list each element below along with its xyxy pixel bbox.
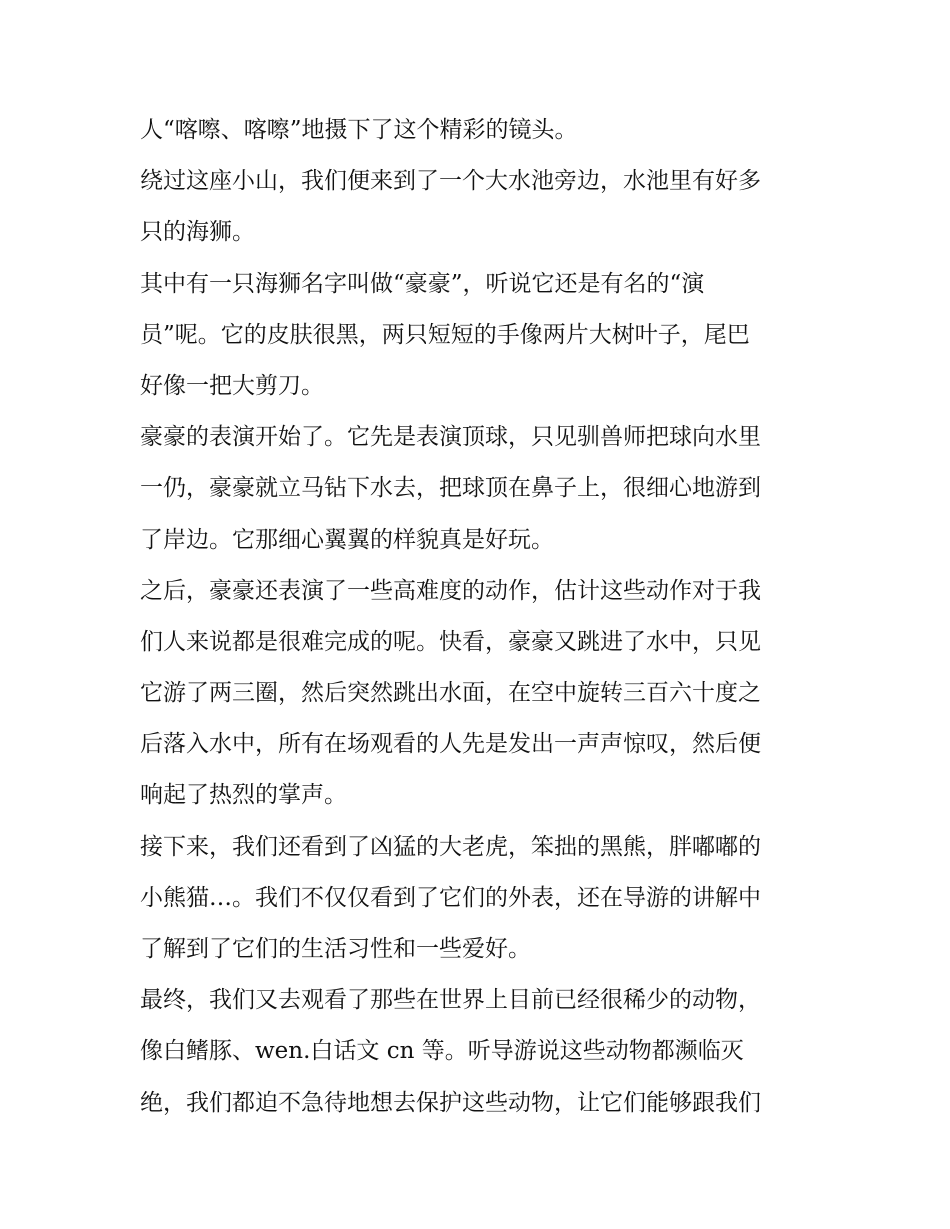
text-line: 员”呢。它的皮肤很黑，两只短短的手像两片大树叶子，尾巴 bbox=[140, 321, 750, 348]
text-line: 小熊猫…。我们不仅仅看到了它们的外表，还在导游的讲解中 bbox=[140, 884, 761, 911]
text-line: 了岸边。它那细心翼翼的样貌真是好玩。 bbox=[140, 526, 554, 553]
text-line: 只的海狮。 bbox=[140, 219, 255, 246]
text-line: 接下来，我们还看到了凶猛的大老虎，笨拙的黑熊，胖嘟嘟的 bbox=[140, 833, 761, 860]
text-line: 后落入水中，所有在场观看的人先是发出一声声惊叹，然后便 bbox=[140, 731, 761, 758]
text-line: 响起了热烈的掌声。 bbox=[140, 782, 347, 809]
text-line: 绕过这座小山，我们便来到了一个大水池旁边，水池里有好多 bbox=[140, 168, 761, 195]
document-body bbox=[140, 105, 820, 1129]
text-line: 绝，我们都迫不急待地想去保护这些动物，让它们能够跟我们 bbox=[140, 1089, 761, 1116]
text-line: 人“喀嚓、喀嚓”地摄下了这个精彩的镜头。 bbox=[140, 117, 578, 143]
text-line: 一仍，豪豪就立马钻下水去，把球顶在鼻子上，很细心地游到 bbox=[140, 475, 761, 502]
text-line: 其中有一只海狮名字叫做“豪豪”，听说它还是有名的“演 bbox=[140, 270, 705, 297]
text-line: 豪豪的表演开始了。它先是表演顶球，只见驯兽师把球向水里 bbox=[140, 424, 761, 451]
text-line: 好像一把大剪刀。 bbox=[140, 372, 324, 399]
text-line: 像白鳍豚、wen.白话文 cn 等。听导游说这些动物都濒临灭 bbox=[140, 1038, 744, 1065]
text-line: 之后，豪豪还表演了一些高难度的动作，估计这些动作对于我 bbox=[140, 577, 761, 604]
text-line: 了解到了它们的生活习性和一些爱好。 bbox=[140, 936, 531, 962]
text-line: 它游了两三圈，然后突然跳出水面，在空中旋转三百六十度之 bbox=[140, 680, 761, 707]
text-line: 们人来说都是很难完成的呢。快看，豪豪又跳进了水中，只见 bbox=[140, 628, 761, 655]
text-line: 最终，我们又去观看了那些在世界上目前已经很稀少的动物， bbox=[140, 987, 761, 1014]
